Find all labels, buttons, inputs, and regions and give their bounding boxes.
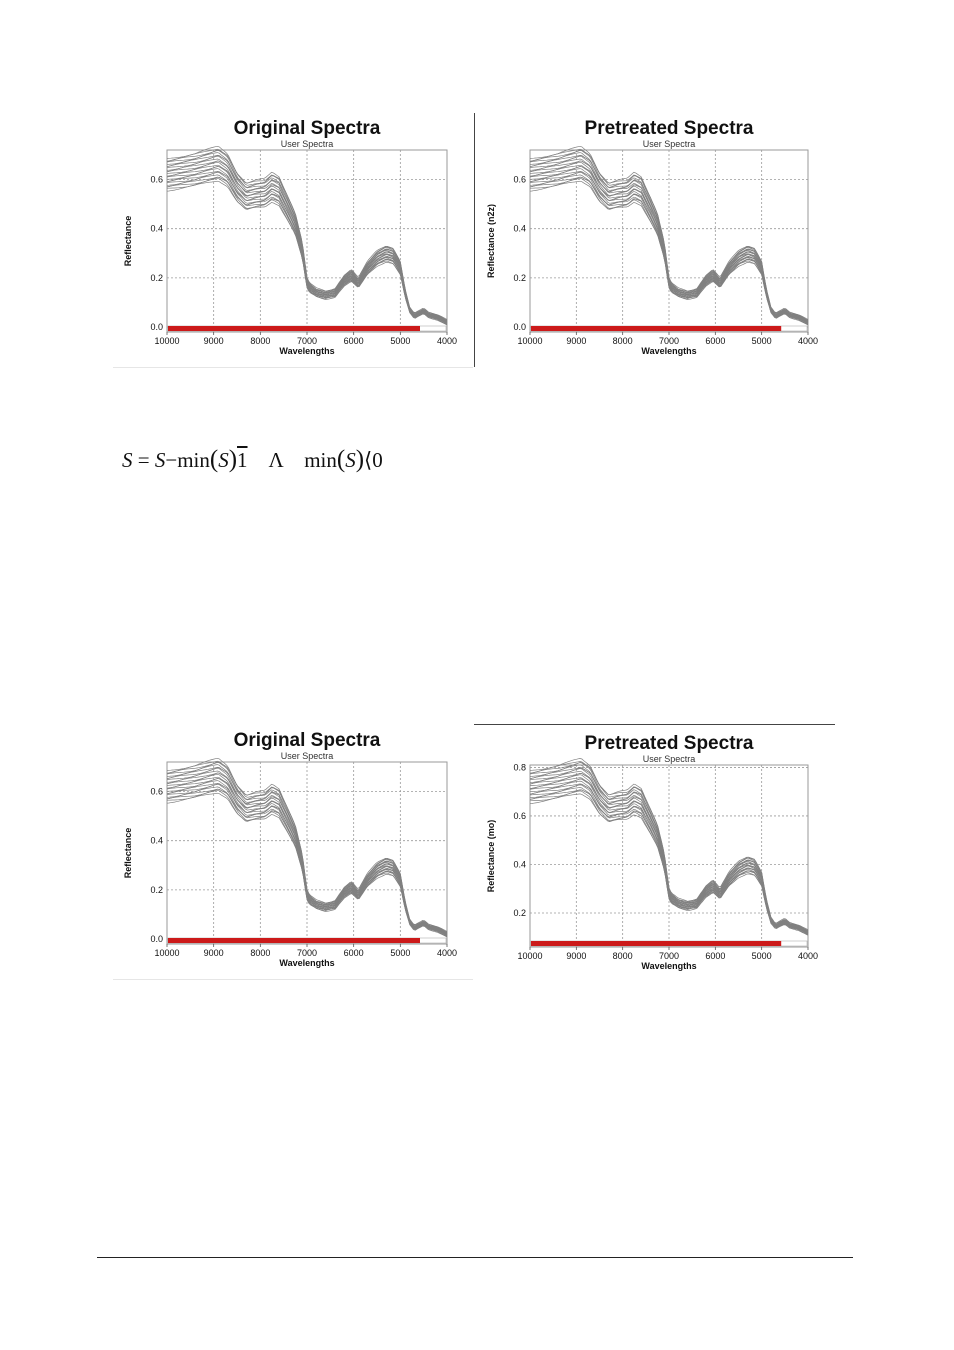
chart-subtitle: User Spectra bbox=[642, 754, 696, 764]
range-band bbox=[168, 326, 420, 331]
range-band bbox=[531, 326, 781, 331]
x-tick-label: 10000 bbox=[517, 336, 543, 346]
y-tick-label: 0.4 bbox=[150, 223, 163, 234]
x-tick-label: 5000 bbox=[390, 336, 411, 346]
chart-panel-original-top bbox=[113, 110, 473, 368]
x-tick-label: 4000 bbox=[436, 948, 458, 958]
formula-equals: = bbox=[137, 448, 150, 472]
x-axis-label: Wavelengths bbox=[641, 961, 697, 971]
x-tick-label: 8000 bbox=[250, 336, 271, 346]
formula-close-paren-2: ) bbox=[355, 446, 365, 473]
x-tick-label: 8000 bbox=[612, 951, 633, 961]
x-tick-label: 8000 bbox=[612, 336, 633, 346]
formula-and: Λ bbox=[268, 448, 284, 472]
y-tick-label: 0.6 bbox=[513, 810, 526, 821]
range-band bbox=[531, 941, 781, 946]
x-tick-label: 7000 bbox=[658, 951, 680, 961]
y-axis-label: Reflectance bbox=[123, 215, 133, 267]
y-tick-label: 0.4 bbox=[513, 223, 526, 234]
plot-area bbox=[530, 765, 808, 947]
x-tick-label: 10000 bbox=[154, 336, 180, 346]
y-tick-label: 0.4 bbox=[513, 859, 526, 870]
x-tick-label: 9000 bbox=[203, 336, 224, 346]
spectra-chart-original-bottom bbox=[113, 722, 473, 980]
x-tick-label: 10000 bbox=[154, 948, 180, 958]
y-tick-label: 0.0 bbox=[150, 322, 163, 333]
x-tick-label: 6000 bbox=[343, 336, 364, 346]
x-tick-label: 5000 bbox=[751, 951, 772, 961]
x-tick-label: 7000 bbox=[658, 336, 680, 346]
x-tick-label: 9000 bbox=[566, 336, 587, 346]
y-tick-label: 0.6 bbox=[150, 174, 163, 185]
formula-minus: − bbox=[165, 448, 178, 472]
x-tick-label: 5000 bbox=[390, 948, 411, 958]
panel-bottom-edge bbox=[113, 367, 473, 368]
chart-subtitle: User Spectra bbox=[642, 139, 696, 149]
formula-s: S bbox=[154, 448, 166, 472]
y-tick-label: 0.2 bbox=[150, 272, 163, 283]
x-axis-label: Wavelengths bbox=[641, 346, 697, 356]
x-tick-label: 9000 bbox=[566, 951, 587, 961]
y-tick-label: 0.0 bbox=[150, 934, 163, 945]
chart-title: Original Spectra bbox=[233, 118, 381, 139]
chart-panel-pretreated-bottom bbox=[476, 725, 834, 983]
y-tick-label: 0.0 bbox=[513, 322, 526, 333]
range-band bbox=[168, 938, 420, 943]
x-tick-label: 10000 bbox=[517, 951, 543, 961]
formula-arg: S bbox=[218, 448, 229, 472]
formula-arg2: S bbox=[345, 448, 356, 472]
y-tick-label: 0.2 bbox=[513, 272, 526, 283]
x-tick-label: 9000 bbox=[203, 948, 224, 958]
spectra-chart-original-top bbox=[113, 110, 473, 368]
formula-min2: min bbox=[304, 448, 337, 472]
formula-lhs: S bbox=[122, 448, 133, 472]
plot-area bbox=[167, 150, 447, 332]
y-tick-label: 0.6 bbox=[150, 786, 163, 797]
x-tick-label: 8000 bbox=[250, 948, 271, 958]
x-tick-label: 7000 bbox=[296, 948, 318, 958]
formula-min: min bbox=[177, 448, 210, 472]
y-axis-label: Reflectance (n2z) bbox=[486, 203, 496, 279]
chart-title: Pretreated Spectra bbox=[584, 118, 754, 139]
x-axis-label: Wavelengths bbox=[279, 346, 335, 356]
x-tick-label: 4000 bbox=[797, 951, 819, 961]
formula-open-paren: ( bbox=[209, 446, 219, 473]
chart-title: Pretreated Spectra bbox=[584, 733, 754, 754]
chart-title: Original Spectra bbox=[233, 730, 381, 751]
y-tick-label: 0.2 bbox=[513, 908, 526, 919]
x-tick-label: 4000 bbox=[797, 336, 819, 346]
x-tick-label: 7000 bbox=[296, 336, 318, 346]
spectra-chart-pretreated-bottom bbox=[476, 725, 834, 983]
chart-subtitle: User Spectra bbox=[280, 139, 334, 149]
x-tick-label: 6000 bbox=[705, 951, 726, 961]
chart-panel-pretreated-top bbox=[476, 110, 834, 368]
formula-zero: 0 bbox=[372, 448, 383, 472]
y-axis-label: Reflectance bbox=[123, 827, 133, 879]
footer-rule bbox=[97, 1257, 853, 1258]
plot-area bbox=[167, 762, 447, 944]
x-tick-label: 5000 bbox=[751, 336, 772, 346]
y-tick-label: 0.8 bbox=[513, 762, 526, 773]
chart-panel-original-bottom bbox=[113, 722, 473, 980]
x-tick-label: 6000 bbox=[343, 948, 364, 958]
x-axis-label: Wavelengths bbox=[279, 958, 335, 968]
formula-less-than: ⟨ bbox=[364, 448, 373, 472]
spectra-chart-pretreated-top bbox=[476, 110, 834, 368]
y-tick-label: 0.4 bbox=[150, 835, 163, 846]
formula-open-paren-2: ( bbox=[336, 446, 346, 473]
chart-subtitle: User Spectra bbox=[280, 751, 334, 761]
x-tick-label: 6000 bbox=[705, 336, 726, 346]
x-tick-label: 4000 bbox=[436, 336, 458, 346]
panel-separator-vertical bbox=[474, 113, 475, 367]
formula-close-paren: ) bbox=[228, 446, 238, 473]
panel-bottom-edge-2 bbox=[113, 979, 473, 980]
normalization-formula bbox=[122, 446, 383, 474]
formula-one-vector: 1 bbox=[237, 448, 248, 472]
y-tick-label: 0.2 bbox=[150, 884, 163, 895]
y-axis-label: Reflectance (mo) bbox=[486, 819, 496, 893]
y-tick-label: 0.6 bbox=[513, 174, 526, 185]
plot-area bbox=[530, 150, 808, 332]
